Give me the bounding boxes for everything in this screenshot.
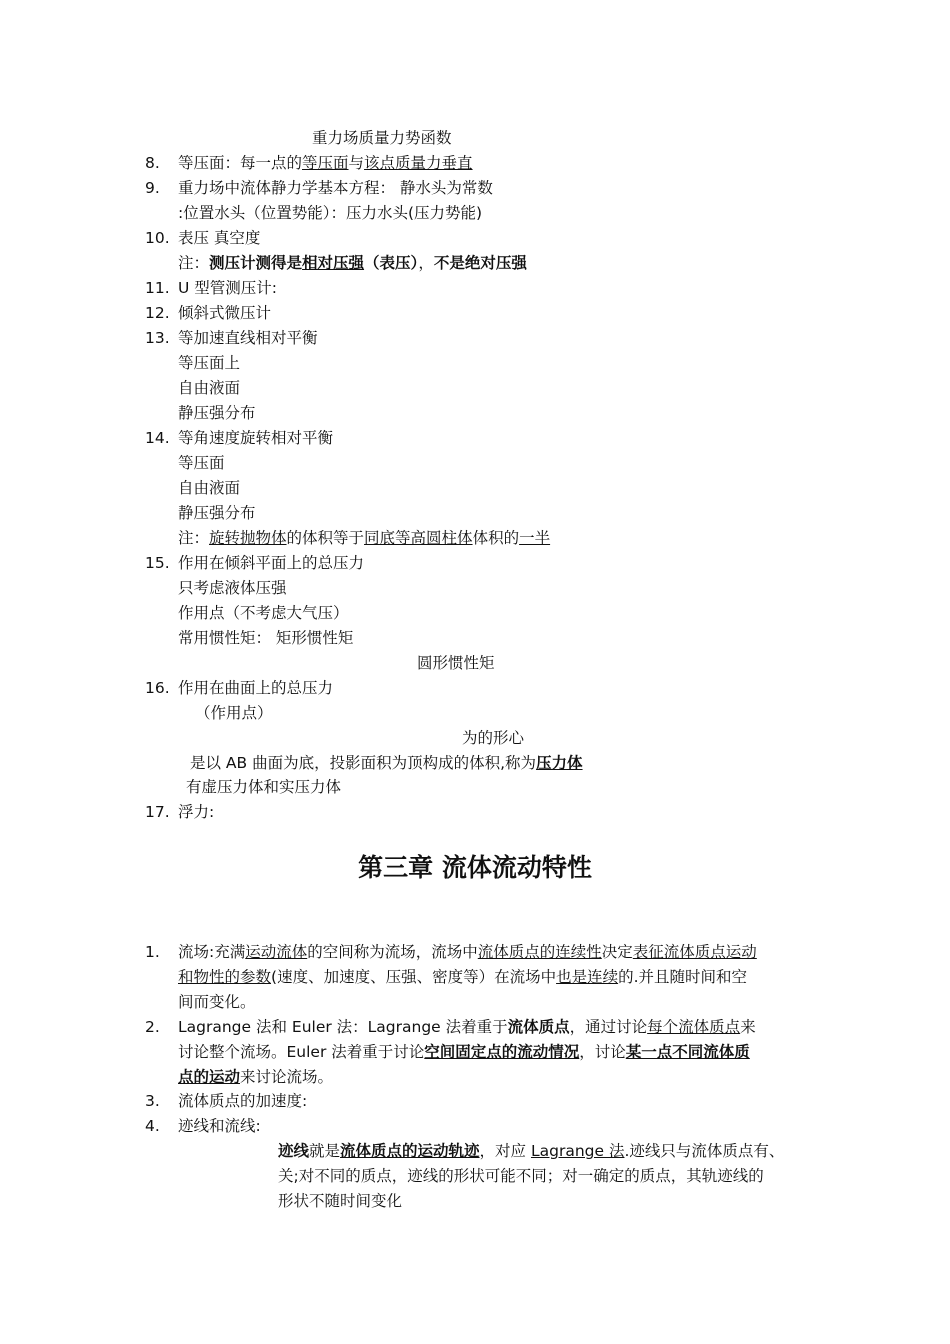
item-text: 等加速直线相对平衡	[178, 329, 318, 347]
item-text: Lagrange 法和 Euler 法：Lagrange 法着重于流体质点，通过讨论每个流体质点来	[178, 1018, 756, 1036]
item-subtext: 是以 AB 曲面为底，投影面积为顶构成的体积,称为压力体	[190, 754, 583, 772]
list-number: 16.	[145, 679, 170, 697]
list-number: 11.	[145, 279, 170, 297]
item-text: 迹线和流线:	[178, 1117, 261, 1135]
item-text: 表压 真空度	[178, 229, 261, 247]
list-number: 9.	[145, 179, 160, 197]
item-text: 流体质点的加速度:	[178, 1092, 308, 1110]
item-text-continued: 迹线就是流体质点的运动轨迹，对应 Lagrange 法.迹线只与流体质点有、	[278, 1142, 785, 1160]
item-text: 倾斜式微压计	[178, 304, 272, 322]
item-text: 浮力:	[178, 803, 215, 821]
item-subtext: 只考虑液体压强	[178, 579, 287, 597]
item-subtext: 自由液面	[178, 479, 241, 497]
item-text: 等压面：每一点的等压面与该点质量力垂直	[178, 154, 473, 172]
item-subtext: （作用点）	[195, 704, 273, 722]
list-number: 17.	[145, 803, 170, 821]
item-text-continued: 和物性的参数(速度、加速度、压强、密度等）在流场中也是连续的.并且随时间和空	[178, 968, 748, 986]
item-subtext: 作用点（不考虑大气压）	[178, 604, 349, 622]
item-text: 等角速度旋转相对平衡	[178, 429, 334, 447]
chapter-title: 第三章 流体流动特性	[358, 853, 592, 882]
list-number: 10.	[145, 229, 170, 247]
item-text: 流场:充满运动流体的空间称为流场，流场中流体质点的连续性决定表征流体质点运动	[178, 943, 757, 961]
item-note: 注：测压计测得是相对压强（表压），不是绝对压强	[178, 254, 527, 272]
list-number: 12.	[145, 304, 170, 322]
item-subtext: :位置水头（位置势能）：压力水头(压力势能)	[178, 204, 483, 222]
item-note: 注：旋转抛物体的体积等于同底等高圆柱体体积的一半	[178, 529, 551, 547]
list-number: 1.	[145, 943, 160, 961]
item-subtext: 等压面上	[178, 354, 241, 372]
item-text-continued: 讨论整个流场。Euler 法着重于讨论空间固定点的流动情况，讨论某一点不同流体质	[178, 1043, 750, 1061]
item-text: U 型管测压计:	[178, 279, 277, 297]
item-subtext: 自由液面	[178, 379, 241, 397]
list-number: 15.	[145, 554, 170, 572]
list-number: 2.	[145, 1018, 160, 1036]
item-text-continued: 点的运动来讨论流场。	[178, 1068, 334, 1086]
heading-gravity-potential: 重力场质量力势函数	[312, 129, 452, 147]
list-number: 3.	[145, 1092, 160, 1110]
item-text-continued: 关;对不同的质点，迹线的形状可能不同；对一确定的质点，其轨迹线的	[278, 1167, 764, 1185]
list-number: 8.	[145, 154, 160, 172]
list-number: 14.	[145, 429, 170, 447]
item-subtext: 等压面	[178, 454, 225, 472]
item-subtext: 静压强分布	[178, 504, 256, 522]
item-text-continued: 间而变化。	[178, 993, 256, 1011]
item-subtext: 圆形惯性矩	[417, 654, 495, 672]
item-text: 作用在倾斜平面上的总压力	[178, 554, 365, 572]
item-subtext: 静压强分布	[178, 404, 256, 422]
item-subtext: 常用惯性矩： 矩形惯性矩	[178, 629, 354, 647]
list-number: 4.	[145, 1117, 160, 1135]
item-subtext: 有虚压力体和实压力体	[186, 778, 342, 796]
list-number: 13.	[145, 329, 170, 347]
item-text-continued: 形状不随时间变化	[278, 1192, 403, 1210]
item-text: 重力场中流体静力学基本方程： 静水头为常数	[178, 179, 493, 197]
item-text: 作用在曲面上的总压力	[178, 679, 334, 697]
item-subtext: 为的形心	[462, 729, 525, 747]
